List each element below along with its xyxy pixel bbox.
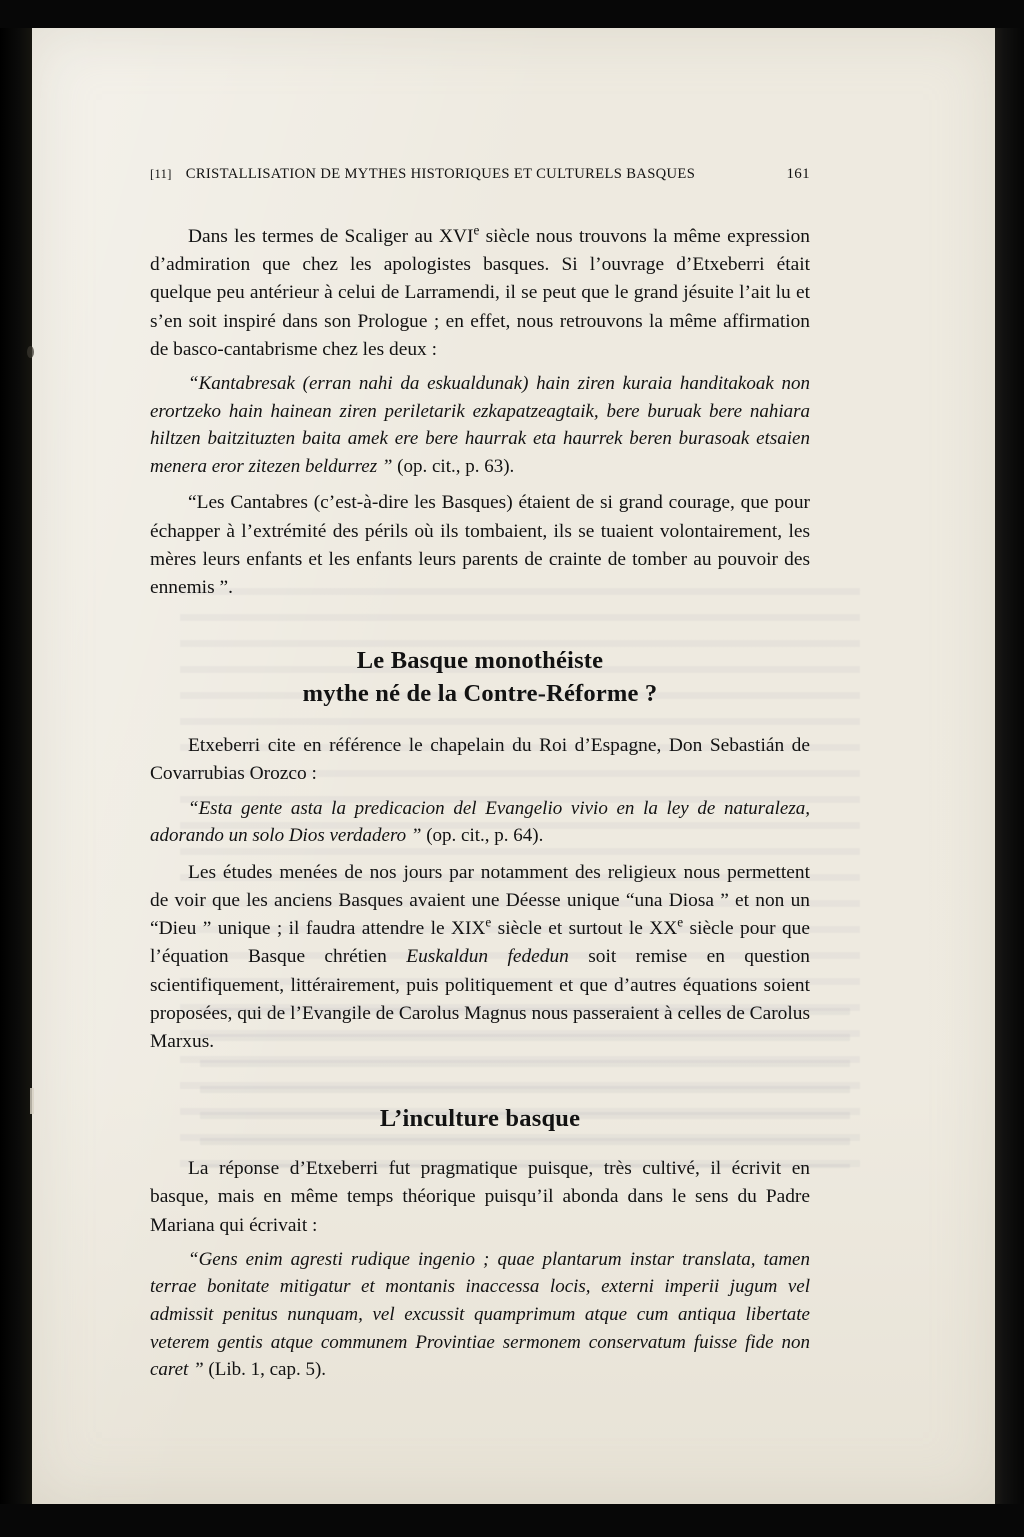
paragraph-scaliger (150, 223, 810, 364)
page-edge-nick (30, 1088, 34, 1114)
quote-gens-enim-citation: (Lib. 1, cap. 5). (203, 1359, 327, 1381)
quote-kantabresak-citation: (op. cit., p. 63). (392, 455, 515, 477)
term-euskaldun-fededun: Euskaldun fededun (406, 946, 569, 968)
section-heading-monotheiste (150, 644, 810, 710)
paragraph-etudes-part3: siècle pour que l’équation Basque chrétien (150, 918, 810, 968)
paragraph-cantabres-translation: “Les Cantabres (c’est-à-dire les Basques) étaient de si grand courage, que pour échapper à l’extrémité des périls où ils tombaient, ils se tuaient volontairement, les mères leurs enfants et les enfants leurs parents de crainte de tomber au pouvoir des ennemis ”. (150, 492, 810, 598)
quote-kantabresak (150, 370, 810, 480)
quote-kantabresak-text: “Kantabresak (erran nahi da eskualdunak) hain ziren kuraia handitakoak non erortzeko hain hainean ziren periletarik ezkapatzeagtaik, bere buruak bere nahiara hiltzen baitzituzten baita amek ere bere haurrak eta haurrek beren burasoak etsaien menera eror zitezen beldurrez ” (150, 373, 810, 477)
paragraph-etudes-part1: Les études menées de nos jours par notamment des religieux nous permettent de voir que les anciens Basques avaient une Déesse unique “una Diosa ” et non un “Dieu ” unique ; il faudra attendre le XIX (150, 861, 810, 940)
paragraph-etudes-part4: soit remise en question scientifiquement, littérairement, puis politiquement et que d’autres équations soient proposées, qui de l’Evangile de Carolus Magnus nous passeraient à celles de Carolus Marxus. (150, 946, 811, 1053)
ordinal-superscript-xix: e (485, 914, 492, 930)
quote-esta-gente-text: “Esta gente asta la predicacion del Evangelio vivio en la ley de naturaleza, adorando un solo Dios verdadero ” (150, 797, 810, 847)
quote-esta-gente-citation: (op. cit., p. 64). (421, 825, 544, 847)
running-head (150, 166, 810, 183)
folio-bracket-number: [11] (150, 167, 172, 181)
page-edge-mark (27, 346, 34, 358)
page-right-edge (995, 0, 1024, 1537)
paragraph-reponse-etxeberri: La réponse d’Etxeberri fut pragmatique puisque, très cultivé, il écrivit en basque, mais en même temps théorique puisqu’il abonda dans le sens du Padre Mariana qui écrivait : (150, 1158, 810, 1236)
page-bottom-edge (0, 1504, 1024, 1537)
paragraph-scaliger-part2: siècle nous trouvons la même expression d’admiration que chez les apologistes basques. Si l’ouvrage d’Etxeberri était quelque peu antérieur à celui de Larramendi, il se peut que le grand jésuite l’ait lu et s’en soit inspiré dans son Prologue ; en effet, nous retrouvons la même affirmation de basco-cantabrisme chez les deux : (150, 226, 810, 360)
paragraph-scaliger-part1: Dans les termes de Scaliger au XVI (188, 226, 474, 247)
running-title: CRISTALLISATION DE MYTHES HISTORIQUES ET CULTURELS BASQUES (185, 166, 696, 182)
binding-gutter (0, 0, 32, 1537)
ordinal-superscript-xx: e (677, 914, 684, 930)
page-number: 161 (786, 166, 810, 182)
heading-line-2: mythe né de la Contre-Réforme ? (302, 680, 658, 708)
section-heading-inculture: L’inculture basque (379, 1105, 581, 1133)
heading-line-1: Le Basque monothéiste (356, 647, 604, 675)
paragraph-etudes-part2: siècle et surtout le XX (491, 918, 678, 940)
paragraph-etudes-menees (150, 859, 810, 1056)
quote-gens-enim-text: “Gens enim agresti rudique ingenio ; quae plantarum instar translata, tamen terrae bonitate mitigatur et montanis inaccessa locis, externi imperii jugum vel admissit penitus nunquam, vel excussit quamprimum atque cum antiqua libertate veterem gentis atque communem Provintiae sermonem conservatum fuisse fide non caret ” (150, 1248, 810, 1381)
quote-esta-gente (150, 795, 810, 850)
page-top-edge (0, 0, 1024, 28)
ordinal-superscript: e (473, 222, 480, 238)
page-text-column (150, 166, 810, 1384)
quote-gens-enim (150, 1246, 810, 1384)
paragraph-covarrubias-intro: Etxeberri cite en référence le chapelain du Roi d’Espagne, Don Sebastián de Covarrubias Orozco : (150, 735, 810, 785)
